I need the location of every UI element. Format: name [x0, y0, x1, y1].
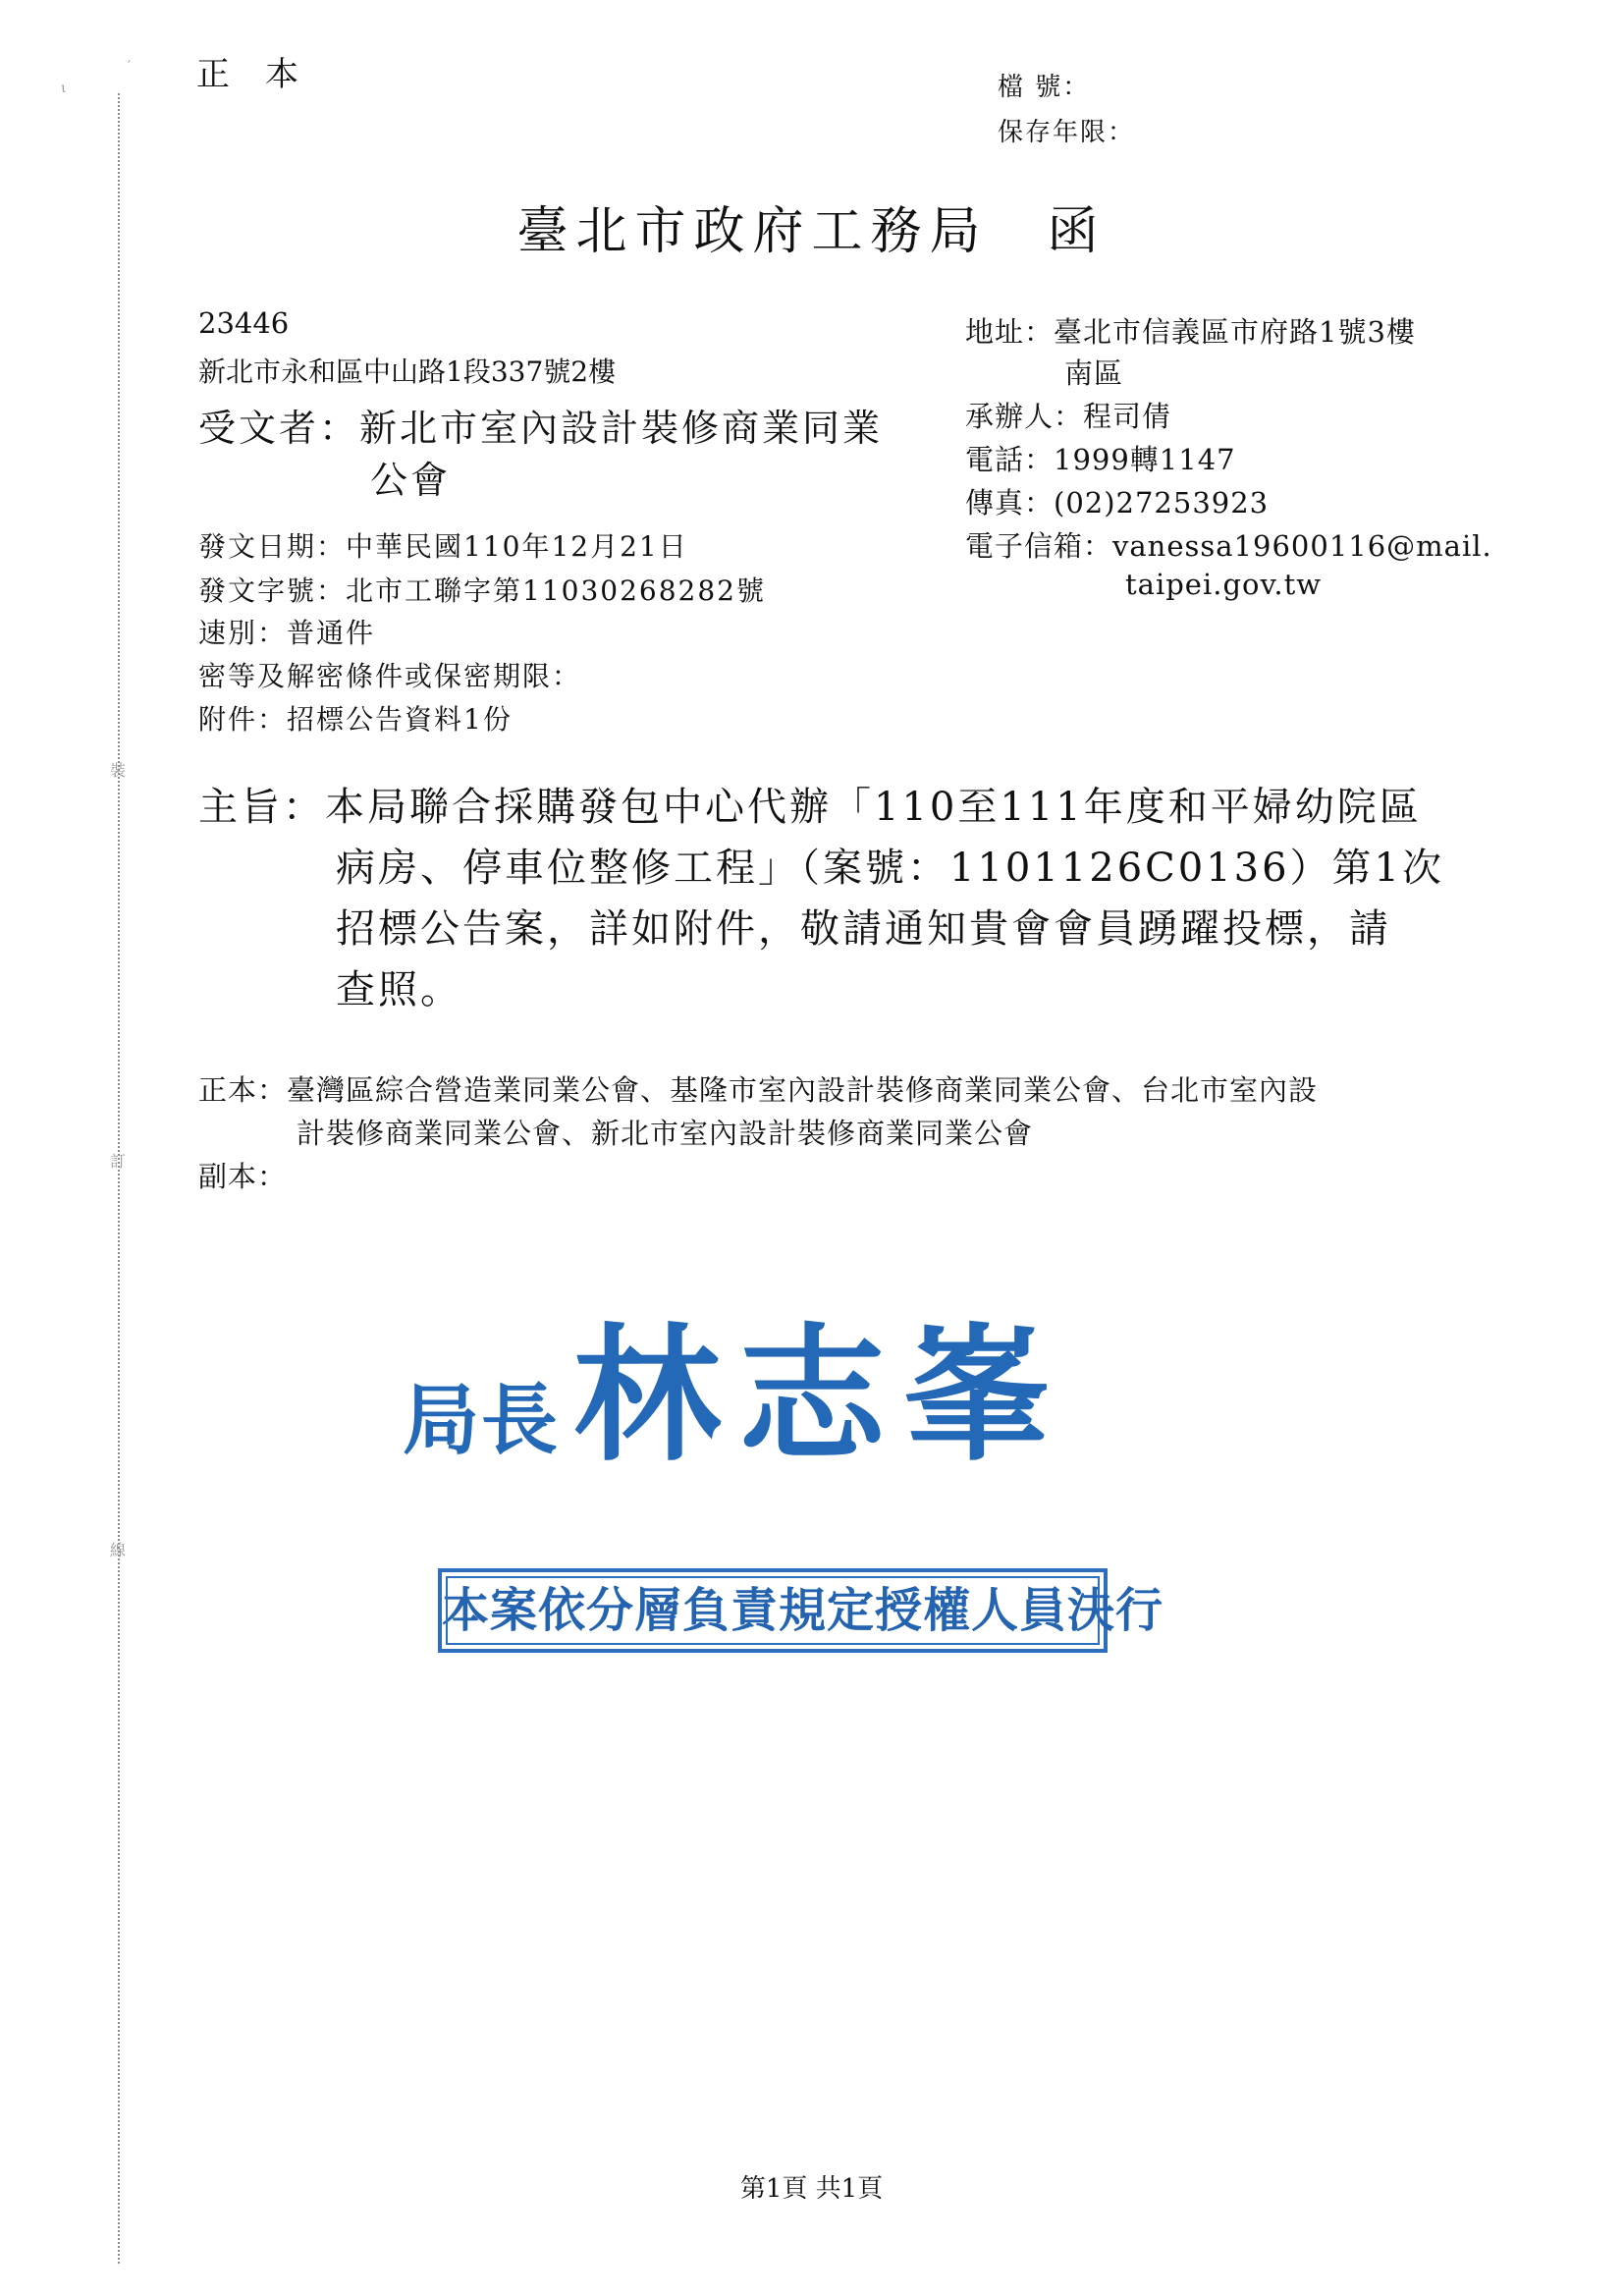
subject-line2: 病房、停車位整修工程」（案號：1101126C0136）第1次	[336, 846, 1444, 891]
recipient-address: 新北市永和區中山路1段337號2樓	[198, 355, 617, 388]
stamp-inner-border	[446, 1576, 1100, 1645]
secrecy: 密等及解密條件或保密期限：	[198, 660, 582, 692]
attachment: 附件：招標公告資料1份	[198, 703, 513, 736]
original-recipients-line1: 正本：臺灣區綜合營造業同業公會、基隆市室內設計裝修商業同業公會、台北市室內設	[198, 1073, 1319, 1107]
subject-line3: 招標公告案，詳如附件，敬請通知貴會會員踴躍投標，請	[336, 906, 1391, 952]
speed: 速別：普通件	[198, 617, 376, 649]
document-title: 臺北市政府工務局 函	[516, 202, 1107, 261]
email-line2: taipei.gov.tw	[1125, 568, 1323, 601]
original-recipients-line2: 計裝修商業同業公會、新北市室內設計裝修商業同業公會	[297, 1117, 1034, 1150]
sender-address-line1: 地址：臺北市信義區市府路1號3樓	[965, 315, 1416, 349]
email-line1: 電子信箱：vanessa19600116@mail.	[965, 529, 1492, 563]
fax: 傳真：(02)27253923	[965, 486, 1270, 519]
recipient-name-line2: 公會	[370, 459, 452, 502]
document-number: 發文字號：北市工聯字第11030268282號	[198, 574, 766, 607]
margin-tick: ′	[128, 59, 132, 75]
copy-recipients: 副本：	[198, 1160, 288, 1193]
binding-mark-zhuang: 裝	[110, 761, 127, 780]
stamp-text: 本案依分層負責規定授權人員決行	[442, 1583, 1164, 1638]
subject-line1: 主旨：本局聯合採購發包中心代辦「110至111年度和平婦幼院區	[198, 785, 1422, 830]
phone: 電話：1999轉1147	[965, 443, 1236, 476]
subject-line4: 查照。	[336, 967, 462, 1012]
binding-mark-xian: 線	[110, 1541, 127, 1559]
retention-label: 保存年限：	[998, 118, 1136, 147]
copy-label: 正本	[196, 55, 334, 94]
recipient-zip: 23446	[198, 306, 290, 340]
director-name: 林志峯	[573, 1309, 1069, 1482]
binding-mark-ding: 訂	[110, 1152, 127, 1171]
handler: 承辦人：程司倩	[965, 400, 1172, 433]
file-number-label: 檔 號：	[998, 73, 1091, 102]
recipient-name-line1: 受文者：新北市室內設計裝修商業同業	[198, 407, 884, 450]
margin-tick: ι	[61, 81, 67, 96]
sender-address-line2: 南區	[1064, 356, 1124, 390]
page-number: 第1頁 共1頁	[739, 2174, 884, 2204]
binding-line	[118, 93, 120, 2264]
director-seal	[403, 1277, 1068, 1489]
director-title: 局長	[403, 1376, 561, 1465]
issue-date: 發文日期：中華民國110年12月21日	[198, 530, 688, 563]
authorization-stamp	[438, 1568, 1164, 1653]
